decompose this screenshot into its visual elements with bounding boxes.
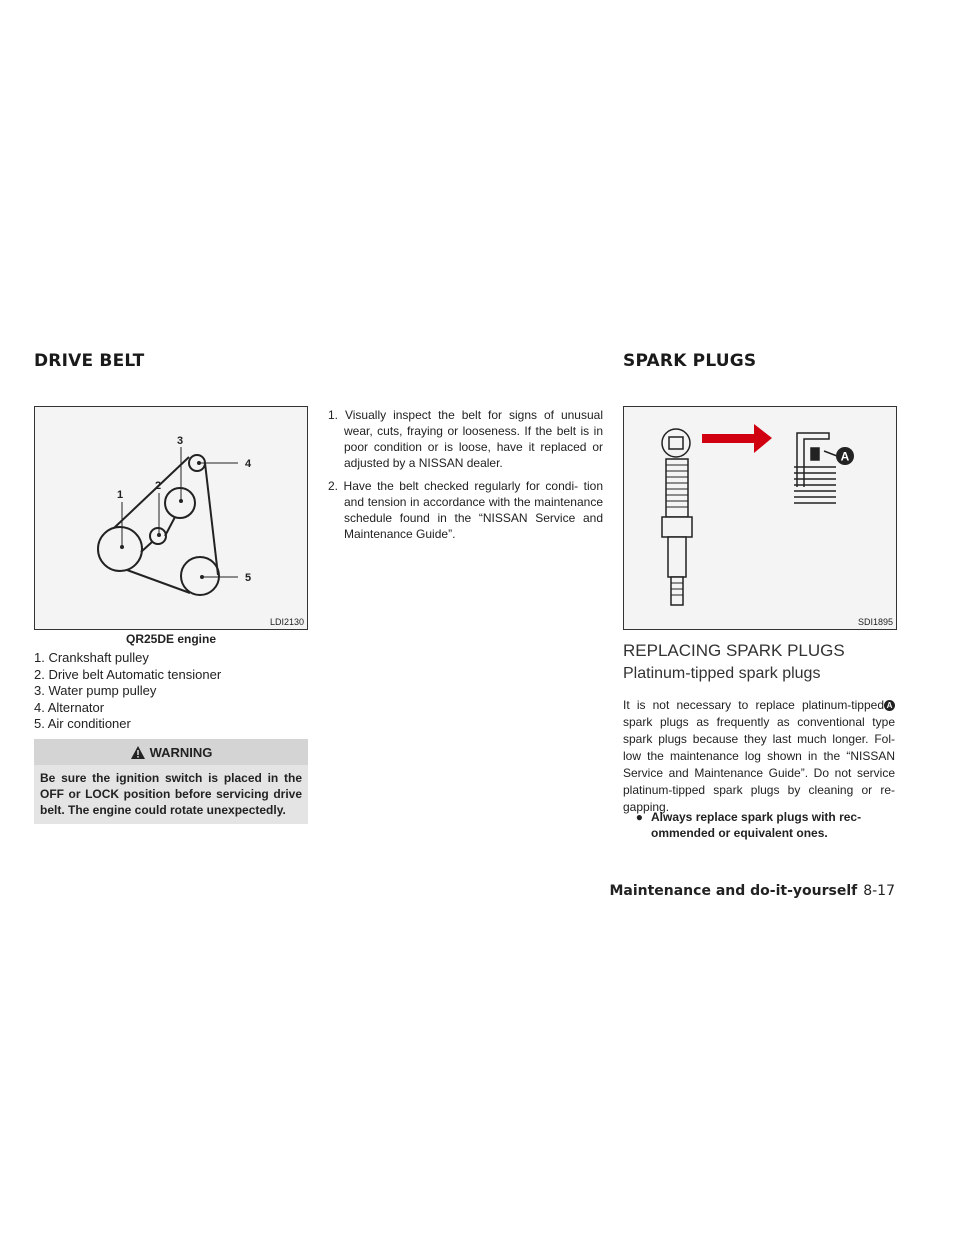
page-footer <box>609 883 895 899</box>
figure-code: LDI2130 <box>269 617 304 627</box>
marker-a-inline: A <box>884 700 895 711</box>
subheading: REPLACING SPARK PLUGS <box>623 641 845 660</box>
spark-plug-paragraph <box>623 697 895 816</box>
diagram-label-4: 4 <box>245 458 252 470</box>
figure-code: SDI1895 <box>857 617 893 627</box>
warning-header <box>34 739 308 765</box>
drive-belt-parts-list <box>34 650 308 733</box>
plug-thread <box>666 459 688 517</box>
plug-hex <box>662 517 692 537</box>
spark-plug-diagram <box>624 407 896 629</box>
magnifier-circle <box>662 429 690 457</box>
diagram-label-3: 3 <box>177 435 184 447</box>
plug-insulator <box>668 537 686 577</box>
plug-terminal <box>671 577 683 605</box>
diagram-label-5: 5 <box>245 572 252 584</box>
step-item: 1. Visually inspect the belt for signs of unusual wear, cuts, fraying or looseness. If the belt is in poor condition or is loose, have it replaced or adjusted by a NISSAN dealer. <box>328 408 603 470</box>
list-item: 5. Air conditioner <box>34 716 131 731</box>
leader-dot <box>197 461 201 465</box>
marker-a-label: A <box>840 449 850 464</box>
warning-icon <box>130 745 146 760</box>
bullet-icon: ● <box>635 810 643 824</box>
spark-plugs-title: SPARK PLUGS <box>623 351 757 371</box>
paragraph-start: It is not necessary to replace platinum-tipped <box>623 698 884 712</box>
bullet-text: Always replace spark plugs with rec- ommended or equivalent ones. <box>651 810 862 840</box>
warning-title: WARNING <box>149 744 213 760</box>
list-item: 1. Crankshaft pulley <box>34 650 149 665</box>
arrow-icon <box>702 424 772 453</box>
warning-text: Be sure the ignition switch is placed in the OFF or LOCK position before servicing drive belt. The engine could rotate unexpectedly. <box>34 765 308 824</box>
figure-caption: QR25DE engine <box>125 632 217 646</box>
page-number: 8-17 <box>863 883 895 899</box>
diagram-label-2: 2 <box>155 480 162 492</box>
diagram-label-1: 1 <box>117 489 124 501</box>
leader-dot <box>179 499 183 503</box>
paragraph-rest: spark plugs as frequently as conventional type spark plugs because they last much longer. Fol- low the maintenance log shown in the “NISSAN Service and Maintenance Guide”. Do not service platinum-tipped spark plugs by cleaning or re- gapping. <box>623 715 895 814</box>
bullet-item <box>623 809 895 841</box>
step-item: 2. Have the belt checked regularly for condi- tion and tension in accordance with the maintenance schedule found in the “NISSAN Service and Maintenance Guide”. <box>328 479 603 541</box>
leader-dot <box>120 545 124 549</box>
leader-dot <box>157 533 161 537</box>
drive-belt-steps <box>328 407 603 549</box>
leader-dot <box>200 575 204 579</box>
list-item: 4. Alternator <box>34 699 105 715</box>
belt-segment <box>165 517 175 536</box>
drive-belt-title: DRIVE BELT <box>34 351 145 371</box>
spark-plug-figure <box>623 406 897 630</box>
enlarged-tip <box>794 433 837 503</box>
drive-belt-diagram <box>35 407 307 629</box>
marker-a-icon <box>836 447 854 465</box>
water-pump-pulley <box>165 488 195 518</box>
footer-section: Maintenance and do-it-yourself <box>609 883 858 899</box>
list-item: 2. Drive belt Automatic tensioner <box>34 666 222 682</box>
warning-box <box>34 739 308 824</box>
crankshaft-pulley <box>98 527 142 571</box>
subheading-2: Platinum-tipped spark plugs <box>623 665 821 682</box>
ac-pulley <box>181 557 219 595</box>
drive-belt-figure <box>34 406 308 630</box>
list-item: 3. Water pump pulley <box>34 683 157 698</box>
